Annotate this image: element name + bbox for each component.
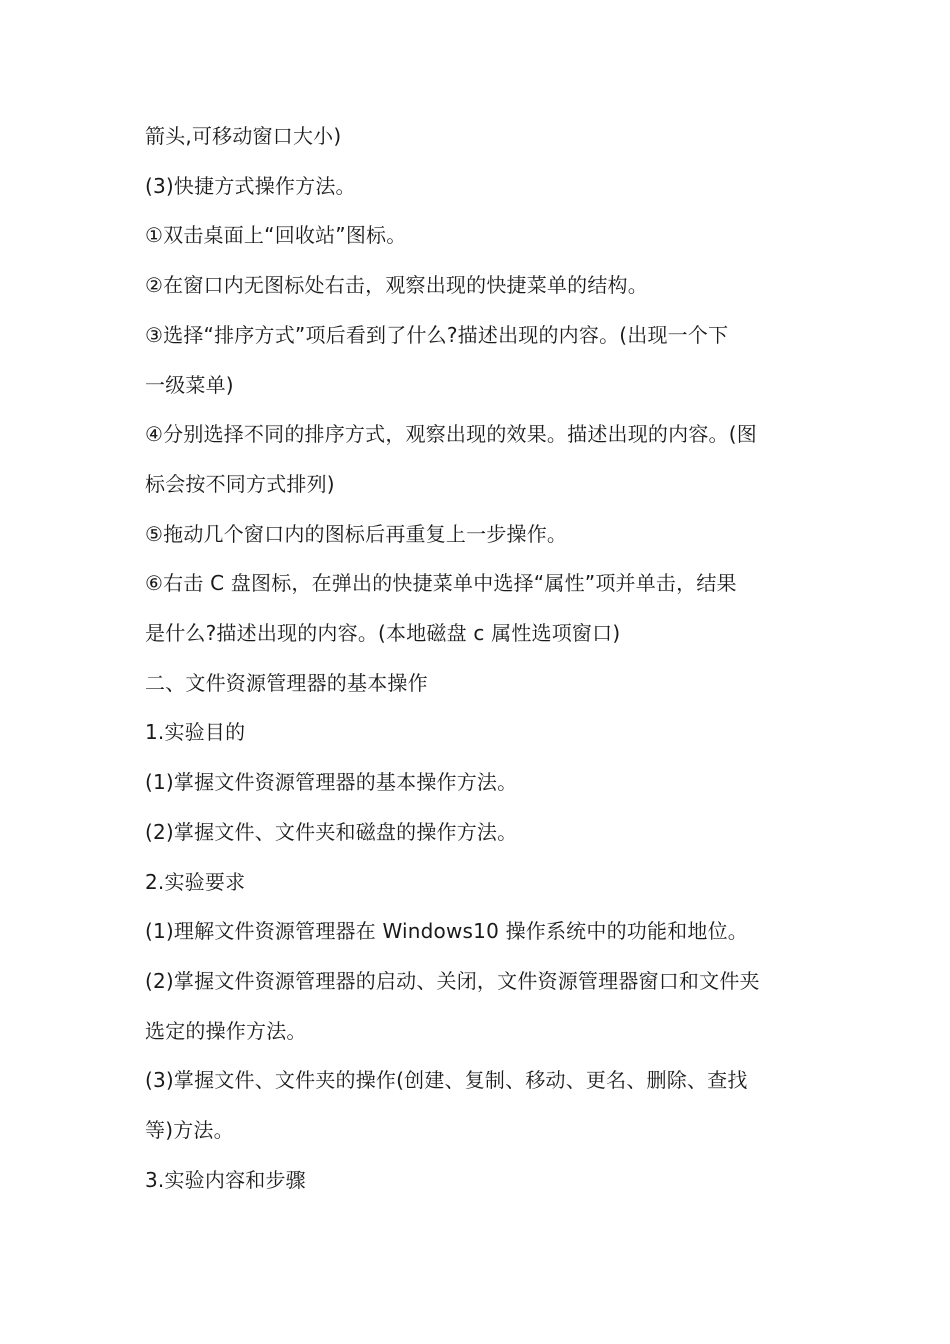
- text-line: 选定的操作方法。: [145, 1018, 307, 1043]
- text-line: (1)理解文件资源管理器在 Windows10 操作系统中的功能和地位。: [145, 919, 748, 944]
- document-body: [145, 112, 810, 1205]
- text-line: 箭头,可移动窗口大小): [145, 124, 342, 148]
- text-line: (3)快捷方式操作方法。: [145, 173, 356, 198]
- text-line: 是什么?描述出现的内容。(本地磁盘 c 属性选项窗口): [145, 621, 621, 646]
- subsection-heading: 1.实验目的: [145, 720, 246, 745]
- text-line: 一级菜单): [145, 372, 234, 397]
- text-line: (2)掌握文件资源管理器的启动、关闭，文件资源管理器窗口和文件夹: [145, 968, 760, 993]
- text-line: ④分别选择不同的排序方式，观察出现的效果。描述出现的内容。(图: [145, 422, 757, 447]
- text-line: 等)方法。: [145, 1118, 234, 1143]
- subsection-heading: 2.实验要求: [145, 869, 246, 894]
- subsection-heading: 3.实验内容和步骤: [145, 1167, 306, 1192]
- text-line: ②在窗口内无图标处右击，观察出现的快捷菜单的结构。: [145, 273, 648, 298]
- text-line: (1)掌握文件资源管理器的基本操作方法。: [145, 770, 518, 795]
- text-line: ⑥右击 C 盘图标，在弹出的快捷菜单中选择“属性”项并单击，结果: [145, 571, 737, 596]
- section-heading: 二、文件资源管理器的基本操作: [145, 670, 428, 695]
- text-line: (2)掌握文件、文件夹和磁盘的操作方法。: [145, 819, 518, 844]
- text-line: ③选择“排序方式”项后看到了什么?描述出现的内容。(出现一个下: [145, 322, 729, 347]
- text-line: (3)掌握文件、文件夹的操作(创建、复制、移动、更名、删除、查找: [145, 1068, 748, 1093]
- text-line: 标会按不同方式排列): [145, 471, 335, 496]
- text-line: ⑤拖动几个窗口内的图标后再重复上一步操作。: [145, 521, 568, 546]
- text-line: ①双击桌面上“回收站”图标。: [145, 223, 407, 248]
